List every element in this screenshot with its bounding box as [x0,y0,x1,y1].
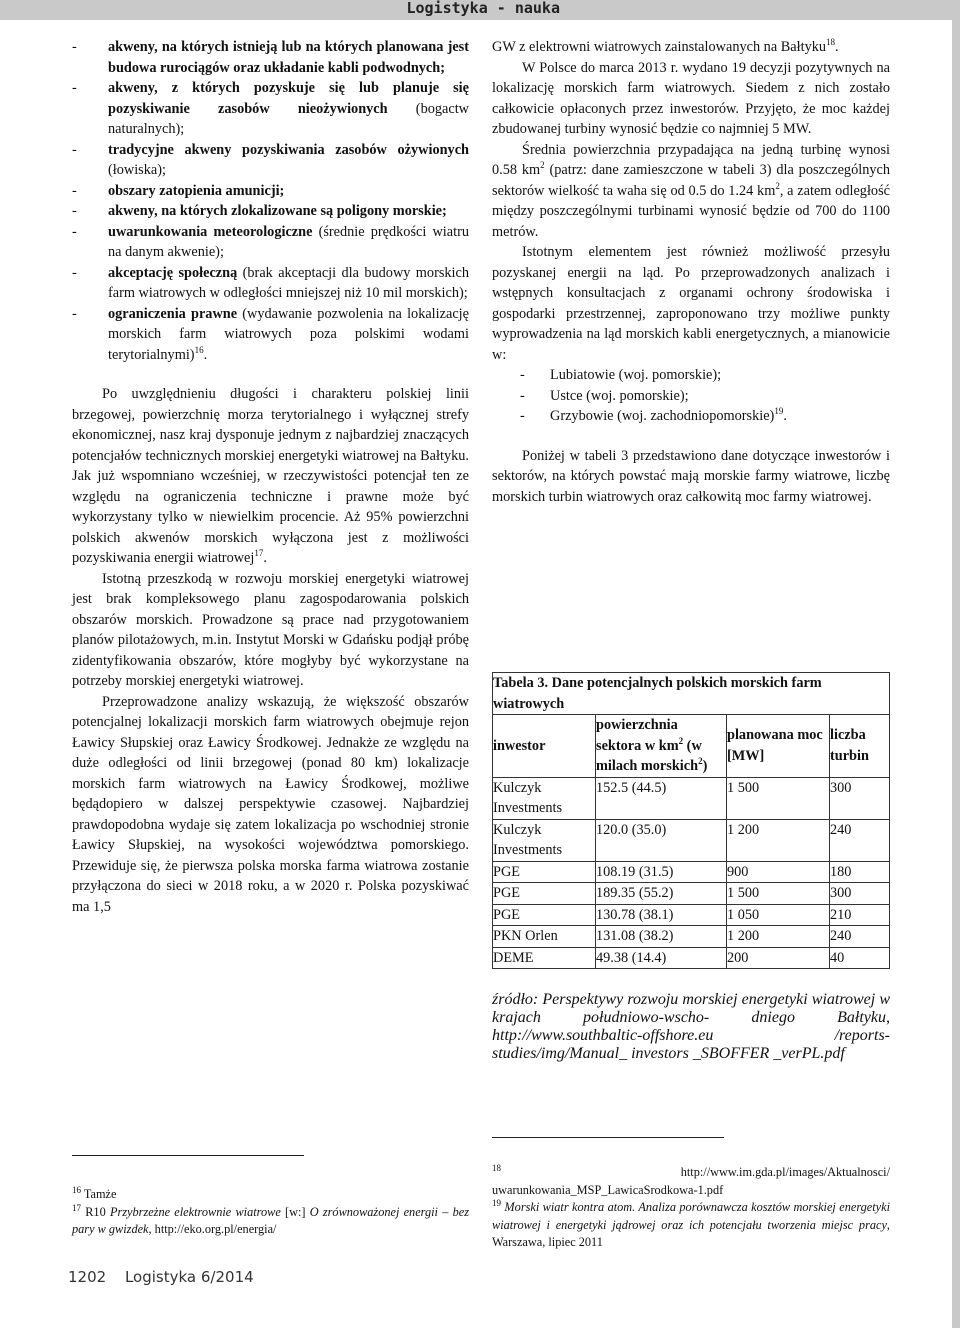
table-source: źródło: Perspektywy rozwoju morskiej energetyki wiatrowej w krajach południowo-wscho- dniego Bałtyku, http://www.southbaltic-offshore.eu /reports-studies/img/Manual_ investors _SBOFFER _verPL.pdf [492,991,890,1062]
footnote: $^{17}$ R10 Przybrzeżne elektrownie wiatrowe [w:] O zrównoważonej energii – bez pary w gwizdek, http://eko.org.pl/energia/ [72,1202,469,1236]
table-row: DEME 49.38 (14.4) 200 40 [493,947,890,969]
criteria-list [72,37,469,365]
list-item: - ograniczenia prawne (wydawanie pozwolenia na lokalizację morskich farm wiatrowych poza polskimi wodami terytorialnymi)$^{16}$. [72,305,469,363]
page-number: 1202 [68,1268,107,1286]
footnote: $^{18}$ http://www.im.gda.pl/images/Aktualnosci/ uwarunkowania_MSP_LawicaSrodkowa-1.pdf [492,1162,890,1197]
list-item: - obszary zatopienia amunicji; [72,182,285,199]
table-caption: Tabela 3. Dane potencjalnych polskich morskich farm wiatrowych [493,673,890,715]
list-item: - Grzybowie (woj. zachodniopomorskie)$^{19}$. [520,406,787,424]
header-title: Logistyka - nauka [406,0,560,17]
list-item: - akweny, na których istnieją lub na których planowana jest budowa rurociągów oraz układanie kabli podwodnych; [72,39,469,76]
paragraph: Po uwzględnieniu długości i charakteru polskiej linii brzegowej, powierzchnię morza terytorialnego i wyłącznej strefy ekonomicznej, nasz kraj dysponuje jednym z najbardziej znaczących potencjałów technicznych morskiej energetyki wiatrowej na Bałtyku. Jak już wspomniano wcześniej, w rzeczywistości potencjał ten ze względu na ograniczenia techniczne i prawne może być wykorzystany tylko w niewielkim procencie. Aż 95% powierzchni polskich akwenów morskich wyłączona jest z możliwości pozyskiwania energii wiatrowej$^{17}$. [72,386,469,566]
table-row: PGE 189.35 (55.2) 1 500 300 [493,883,890,905]
table-row: PGE 130.78 (38.1) 1 050 210 [493,904,890,926]
header-bar [0,0,960,20]
footnote-divider [72,1155,304,1156]
table-row: PGE 108.19 (31.5) 900 180 [493,861,890,883]
list-item: - tradycyjne akweny pozyskiwania zasobów ożywionych (łowiska); [72,141,469,178]
list-item: - akweny, z których pozyskuje się lub planuje się pozyskiwanie zasobów nieożywionych (bogactw naturalnych); [72,80,469,137]
column-header: inwestor [493,715,596,778]
table-row: Kulczyk Investments 152.5 (44.5) 1 500 300 [493,777,890,819]
left-column [72,37,469,917]
list-item: - akweny, na których zlokalizowane są poligony morskie; [72,203,447,219]
table-row: PKN Orlen 131.08 (38.2) 1 200 240 [493,926,890,948]
list-item: - Lubiatowie (woj. pomorskie); [520,367,722,383]
page-footer [68,1268,254,1286]
paragraph: Średnia powierzchnia przypadająca na jedną turbinę wynosi 0.58 $km^2$ (patrz: dane zamieszczone w tabeli 3) dla poszczególnych sektorów wielkość ta waha się od 0.5 do 1.24 $km^2$, a zatem odległość między poszczególnymi turbinami wynosić będzie od 700 do 1100 metrów. [492,141,890,240]
list-item: - uwarunkowania meteorologiczne (średnie prędkości wiatru na danym akwenie); [72,223,469,260]
list-item: - Ustce (woj. pomorskie); [520,387,689,404]
footnotes-left [72,1186,469,1239]
paragraph: Istotnym elementem jest również możliwość przesyłu pozyskanej energii na ląd. Po przeprowadzonych analizach i wstępnych konsultacjach z organami ochrony środowiska i gospodarki przestrzennej, zaproponowano trzy możliwe punkty wyprowadzenia na ląd morskich kabli energetycznych, a mianowicie w: [492,244,890,363]
table-3-block [492,670,890,1063]
footnote: $^{16}$ Tamże [72,1184,117,1201]
paragraph: Przeprowadzone analizy wskazują, że większość obszarów potencjalnej lokalizacji morskich farm wiatrowych obejmuje rejon Ławicy Słupskiej oraz Ławicy Środkowej. Jednakże ze względu na duże odległości od linii brzegowej (ponad 80 km) lokalizacje morskich farm wiatrowych na Ławicy Środkowej, możliwe będądopiero w dalszej perspektywie czasowej. Najbardziej prawdopodobna wydaje się zatem lokalizacja po wschodniej stronie Ławicy Słupskiej, na wysokości województwa pomorskiego. Przewiduje się, że pierwsza polska morska farma wiatrowa zostanie przyłączona do sieci w 2018 roku, a w 2020 r. Polska pozyskiwać ma 1,5 [72,693,469,915]
column-header: planowana moc [MW] [727,715,830,778]
footnote-divider [492,1137,724,1138]
list-item: - akceptację społeczną (brak akceptacji dla budowy morskich farm wiatrowych w odległości mniejszej niż 10 mil morskich); [72,264,470,301]
right-column [492,37,890,507]
column-header: powierzchnia sektora w $km^2$ (w milach morskich$^2$) [596,715,727,778]
paragraph: W Polsce do marca 2013 r. wydano 19 decyzji pozytywnych na lokalizację morskich farm wiatrowych. Siedem z nich zostało całkowicie opłaconych przez inwestorów. Przyjęto, że moc każdej zbudowanej turbiny wynosić będzie co najmniej 5 MW. [492,59,890,137]
paragraph: GW z elektrowni wiatrowych zainstalowanych na Bałtyku$^{18}$. [492,37,839,55]
right-margin-bar [952,20,960,1328]
footnote: $^{19}$ Morski wiatr kontra atom. Analiza porównawcza kosztów morskiej energetyki wiatrowej i energetyki jądrowej oraz ich potencjału tworzenia miejsc pracy, Warszawa, lipiec 2011 [492,1197,891,1249]
journal-name: Logistyka 6/2014 [124,1268,254,1286]
data-table [492,672,890,969]
landing-points-list [492,365,890,427]
footnotes-right [492,1164,890,1252]
column-header: liczba turbin [830,715,890,778]
table-row: Kulczyk Investments 120.0 (35.0) 1 200 240 [493,819,890,861]
paragraph: Istotną przeszkodą w rozwoju morskiej energetyki wiatrowej jest brak kompleksowego planu zagospodarowania polskich obszarów morskich. Prowadzone są prace nad przygotowaniem planów pilotażowych, m.in. Instytut Morski w Gdańsku podjął próbę zidentyfikowania obszarów, które mogłyby być wykorzystane na potrzeby morskiej energetyki wiatrowej. [72,570,469,689]
paragraph: Poniżej w tabeli 3 przedstawiono dane dotyczące inwestorów i sektorów, na których powstać mają morskie farmy wiatrowe, liczbę morskich turbin wiatrowych oraz całkowitą moc farmy wiatrowej. [492,447,890,505]
